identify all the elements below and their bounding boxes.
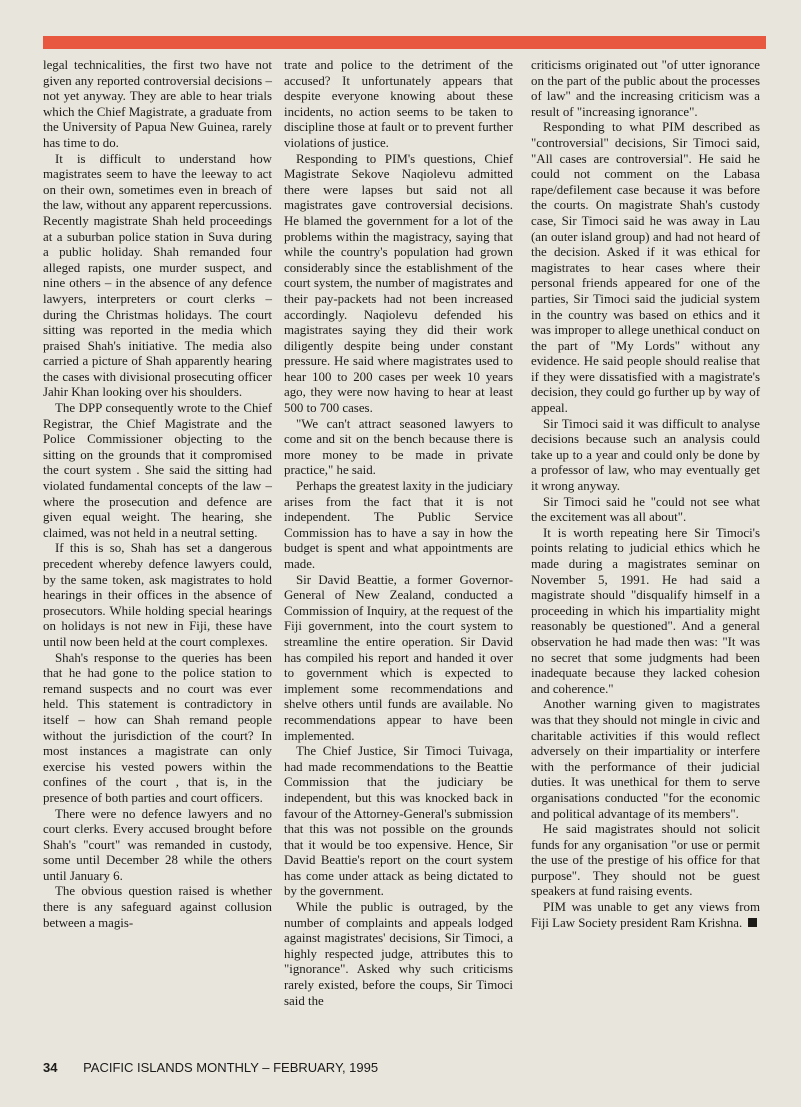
header-accent-bar bbox=[43, 36, 766, 49]
paragraph: He said magistrates should not solicit funds for any organisation "or use or permit the use of the prestige of his office for that purpose". They should not be guest speakers at fund raising events. bbox=[531, 822, 760, 899]
paragraph: If this is so, Shah has set a dangerous precedent whereby defence lawyers could, by the same token, ask magistrates to hold hearings in their offices in the absence of prosecutors. While holding special hearings on holidays is not new in Fiji, these have until now been held at the court complexes. bbox=[43, 541, 272, 649]
paragraph: Sir David Beattie, a former Governor-General of New Zealand, conducted a Commission of Inquiry, at the request of the Fiji government, into the court system to streamline the entire operation. Sir David has compiled his report and handed it over to government which is expected to implement some recommendations and shelve others until funds are available. No recommendations appear to have been implemented. bbox=[284, 572, 513, 743]
paragraph: Sir Timoci said he "could not see what the excitement was all about". bbox=[531, 494, 760, 525]
article-column-3 bbox=[531, 58, 760, 931]
paragraph: Shah's response to the queries has been that he had gone to the police station to remand suspects and no court was ever held. This statement is contradictory in itself – how can Shah remand people without the jurisdiction of the court? In most instances a magistrate can only exercise his vested powers within the confines of the court , that is, in the presence of both parties and court officers. bbox=[43, 650, 272, 805]
paragraph: While the public is outraged, by the number of complaints and appeals lodged against magistrates' decisions, Sir Timoci, a highly respected judge, attributes this to "ignorance". Asked why such criticisms rarely existed, before the coups, Sir Timoci said the bbox=[284, 900, 513, 1008]
paragraph: Another warning given to magistrates was that they should not mingle in civic and charitable activities if this would reflect adversely on their impartiality or interfere with the performance of their judicial duties. It was unethical for them to serve organisations conducted "for the economic and political advantage of its members". bbox=[531, 697, 760, 821]
paragraph: legal technicalities, the first two have not given any reported controversial decisions – not yet anyway. They are able to hear trials which the Chief Magistrate, a graduate from the University of Papua New Guinea, rarely has time to do. bbox=[43, 58, 272, 150]
article-column-1 bbox=[43, 58, 272, 931]
paragraph: It is difficult to understand how magistrates seem to have the leeway to act on their own, sometimes even in breach of the law, without any apparent repercussions. Recently magistrate Shah held proceedings at a suburban police station in Suva during a public holiday. Shah remanded four alleged rapists, one murder suspect, and nine others – in the absence of any defence lawyers, interpreters or court clerks – during the Christmas holidays. The court sitting was reported in the media which praised Shah's initiative. The media also carried a picture of Shah apparently hearing the cases with divisional prosecuting officer Jahir Khan looking over his shoulders. bbox=[43, 151, 272, 400]
paragraph: trate and police to the detriment of the accused? It unfortunately appears that despite everyone knowing about these incidents, no action seems to be taken to discipline those at fault or to prevent further violations of justice. bbox=[284, 58, 513, 150]
final-paragraph bbox=[531, 900, 760, 931]
paragraph-text: PIM was unable to get any views from Fiji Law Society president Ram Krishna. bbox=[531, 900, 760, 930]
publication-line: PACIFIC ISLANDS MONTHLY – FEBRUARY, 1995 bbox=[83, 1060, 379, 1075]
paragraph: There were no defence lawyers and no court clerks. Every accused brought before Shah's "court" was remanded in custody, some until December 28 while the others until January 6. bbox=[43, 806, 272, 883]
paragraph: It is worth repeating here Sir Timoci's points relating to judicial ethics which he made during a magistrates seminar on November 5, 1991. He had said a magistrate should "disqualify himself in a proceeding in which his impartiality might reasonably be questioned". And a general observation he had made then was: "It was no secret that some judgments had been inadequate because they lacked cohesion and coherence." bbox=[531, 525, 760, 696]
paragraph: Responding to what PIM described as "controversial" decisions, Sir Timoci said, "All cases are controversial". He said he could not comment on the Labasa rape/defilement case because it was before the courts. On magistrate Shah's custody case, Sir Timoci said he was away in Lau (an outer island group) and had not heard of the decision. Asked if it was ethical for magistrates to hear cases where their personal friends appeared for one of the parties, Sir Timoci said the judicial system in the country was based on ethics and it was improper to allege unethical conduct on the part of "My Lords" without any evidence. He said people should realise that if they were dissatisfied with a magistrate's decision, they could go further up by way of appeal. bbox=[531, 120, 760, 416]
paragraph: The Chief Justice, Sir Timoci Tuivaga, had made recommendations to the Beattie Commission that the judiciary be independent, but this was knocked back in favour of the Attorney-General's submission that this was not possible on the grounds that it would be too expensive. Hence, Sir David Beattie's report on the court system has come under attack as being dictated to by the government. bbox=[284, 744, 513, 899]
article-column-2 bbox=[284, 58, 513, 1009]
page-number: 34 bbox=[43, 1060, 58, 1075]
paragraph: criticisms originated out "of utter ignorance on the part of the public about the processes of law" and the increasing criticism was a result of "increasing ignorance". bbox=[531, 58, 760, 119]
paragraph: Perhaps the greatest laxity in the judiciary arises from the fact that it is not independent. The Public Service Commission has to have a say in how the budget is spent and what appointments are made. bbox=[284, 479, 513, 571]
paragraph: Responding to PIM's questions, Chief Magistrate Sekove Naqiolevu admitted there were lapses but said not all magistrates gave controversial decisions. He blamed the government for a lot of the problems within the magistracy, saying that while the country's population had grown considerably since the establishment of the court system, the number of magistrates and their pay-packets had not been increased accordingly. Naqiolevu defended his magistrates saying they did their work diligently despite being under constant pressure. He said where magistrates used to hear 100 to 200 cases per week 10 years ago, they were now having to hear at least 500 to 700 cases. bbox=[284, 151, 513, 416]
paragraph: Sir Timoci said it was difficult to analyse decisions because such an analysis could take up to a year and could only be done by a professor of law, who may eventually get it wrong anyway. bbox=[531, 416, 760, 494]
paragraph: The obvious question raised is whether there is any safeguard against collusion between a magis- bbox=[43, 884, 272, 930]
page-footer bbox=[43, 1060, 378, 1080]
end-of-article-mark bbox=[748, 918, 757, 927]
paragraph: "We can't attract seasoned lawyers to come and sit on the bench because there is more money to be made in private practice," he said. bbox=[284, 416, 513, 478]
paragraph: The DPP consequently wrote to the Chief Registrar, the Chief Magistrate and the Police Commissioner objecting to the sitting on the grounds that it compromised the court system . She said the sitting had violated fundamental concepts of the law – where the prosecution and defence are given equal weight. The hearing, she claimed, was not held in a neutral setting. bbox=[43, 401, 272, 540]
